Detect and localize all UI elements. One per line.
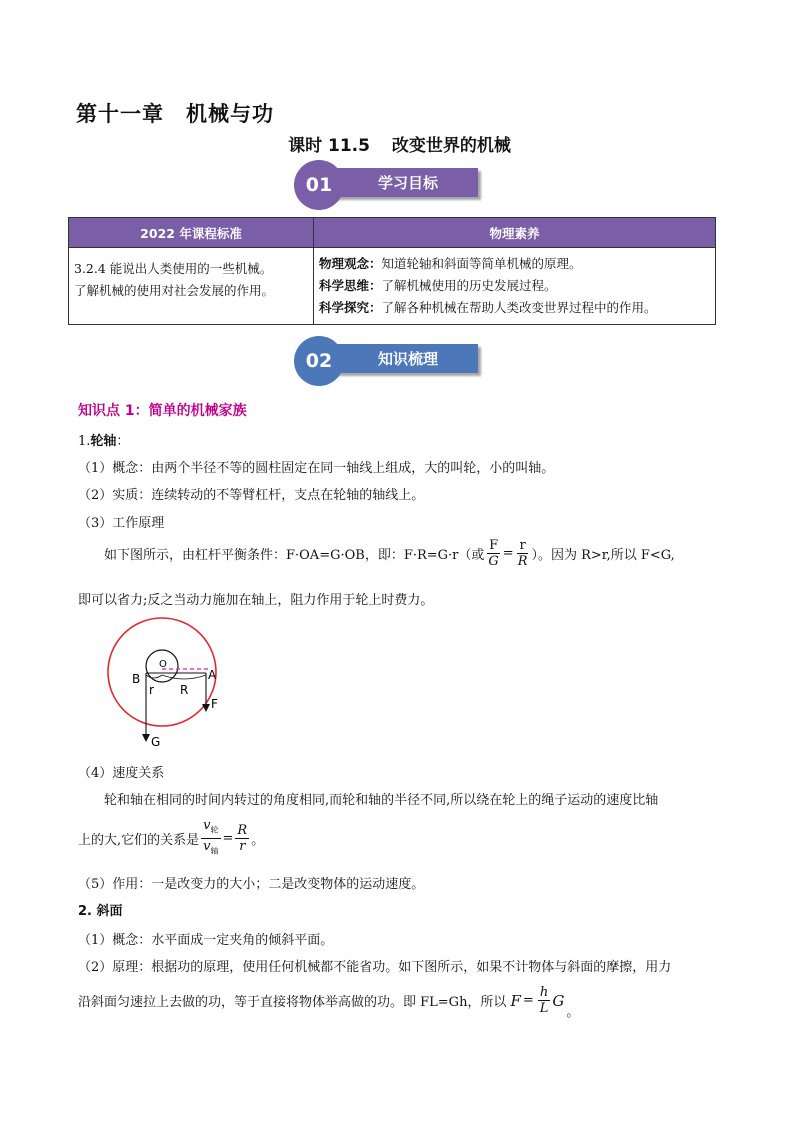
label-B: B bbox=[132, 672, 141, 686]
wheel-axle-principle-title: （3）工作原理 bbox=[78, 516, 165, 531]
section-label: 知识梳理 bbox=[330, 344, 478, 373]
table-header-row bbox=[69, 218, 716, 248]
slope-fraction: $\frac{h}{L}$ bbox=[539, 985, 549, 1016]
lesson-prefix: 课时 11.5 bbox=[288, 136, 370, 156]
label-F: F bbox=[211, 697, 218, 711]
brace-R bbox=[162, 675, 206, 679]
section-number: 01 bbox=[294, 160, 344, 210]
literacy-item: 科学思维：了解机械使用的历史发展过程。 bbox=[319, 278, 557, 293]
speed-line-1: 轮和轴在相同的时间内转过的角度相同,而轮和轴的半径不同,所以绕在轮上的绳子运动的速度比轴 bbox=[104, 793, 659, 808]
label-r: r bbox=[149, 683, 154, 697]
slope-concept: （1）概念：水平面成一定夹角的倾斜平面。 bbox=[78, 933, 334, 948]
header-literacy: 物理素养 bbox=[314, 218, 716, 248]
wheel-axle-heading: 1.轮轴： bbox=[78, 434, 130, 449]
literacy-item: 物理观念：知道轮轴和斜面等简单机械的原理。 bbox=[319, 256, 582, 271]
wheel-circle bbox=[108, 618, 216, 726]
label-G: G bbox=[151, 735, 161, 749]
slope-principle-2: 沿斜面匀速拉上去做的功，等于直接将物体举高做的功。即 FL=Gh，所以 F = $\frac{h}{L}$ G 。 bbox=[78, 985, 580, 1020]
label-O: O bbox=[159, 659, 167, 670]
slope-heading: 2. 斜面 bbox=[78, 904, 123, 919]
table-row bbox=[69, 248, 716, 325]
literacy-cell bbox=[314, 248, 716, 325]
section-label: 学习目标 bbox=[330, 168, 478, 197]
wheel-axle-essence: （2）实质：连续转动的不等臂杠杆，支点在轮轴的轴线上。 bbox=[78, 488, 425, 503]
label-A: A bbox=[208, 668, 217, 682]
lesson-title bbox=[0, 131, 793, 156]
label-R: R bbox=[180, 683, 189, 697]
header-standard: 2022 年课程标准 bbox=[69, 218, 314, 248]
lesson-name: 改变世界的机械 bbox=[391, 136, 511, 156]
speed-title: （4）速度关系 bbox=[78, 766, 165, 781]
radius-ratio-fraction: $\frac{R}{r}$ bbox=[237, 822, 248, 854]
goals-table bbox=[68, 217, 716, 325]
standard-line: 了解机械的使用对社会发展的作用。 bbox=[74, 283, 275, 298]
lever-fraction: $\frac{F}{G}$ bbox=[488, 538, 499, 569]
wheel-axle-concept: （1）概念：由两个半径不等的圆柱固定在同一轴线上组成，大的叫轮，小的叫轴。 bbox=[78, 461, 555, 476]
arrow-G bbox=[142, 734, 150, 742]
speed-line-2: 上的大,它们的关系是 $\frac{v_轮}{v_轴}$ = $\frac{R}{r}$ 。 bbox=[78, 818, 264, 858]
section-number: 02 bbox=[294, 336, 344, 386]
slope-principle-1: （2）原理：根据功的原理，使用任何机械都不能省功。如下图所示，如果不计物体与斜面的摩擦，用力 bbox=[78, 960, 672, 975]
standard-line: 3.2.4 能说出人类使用的一些机械。 bbox=[74, 261, 273, 276]
radius-fraction: $\frac{r}{R}$ bbox=[517, 538, 528, 569]
principle-line: 如下图所示，由杠杆平衡条件：F·OA=G·OB，即：F·R=G·r（或 $\frac{F}{G}$ = $\frac{r}{R}$ ）。因为 R>r,所以 F<G, bbox=[104, 538, 675, 569]
principle-line-2: 即可以省力;反之当动力施加在轴上，阻力作用于轮上时费力。 bbox=[78, 593, 434, 608]
knowledge-point-title: 知识点 1：简单的机械家族 bbox=[78, 403, 247, 419]
speed-fraction: $\frac{v_轮}{v_轴}$ bbox=[203, 818, 219, 856]
wheel-axle-effect: （5）作用：一是改变力的大小；二是改变物体的运动速度。 bbox=[78, 877, 425, 892]
standard-cell bbox=[69, 248, 314, 325]
wheel-axle-diagram bbox=[100, 612, 240, 757]
literacy-item: 科学探究：了解各种机械在帮助人类改变世界过程中的作用。 bbox=[319, 300, 657, 315]
chapter-title: 第十一章 机械与功 bbox=[76, 102, 274, 126]
